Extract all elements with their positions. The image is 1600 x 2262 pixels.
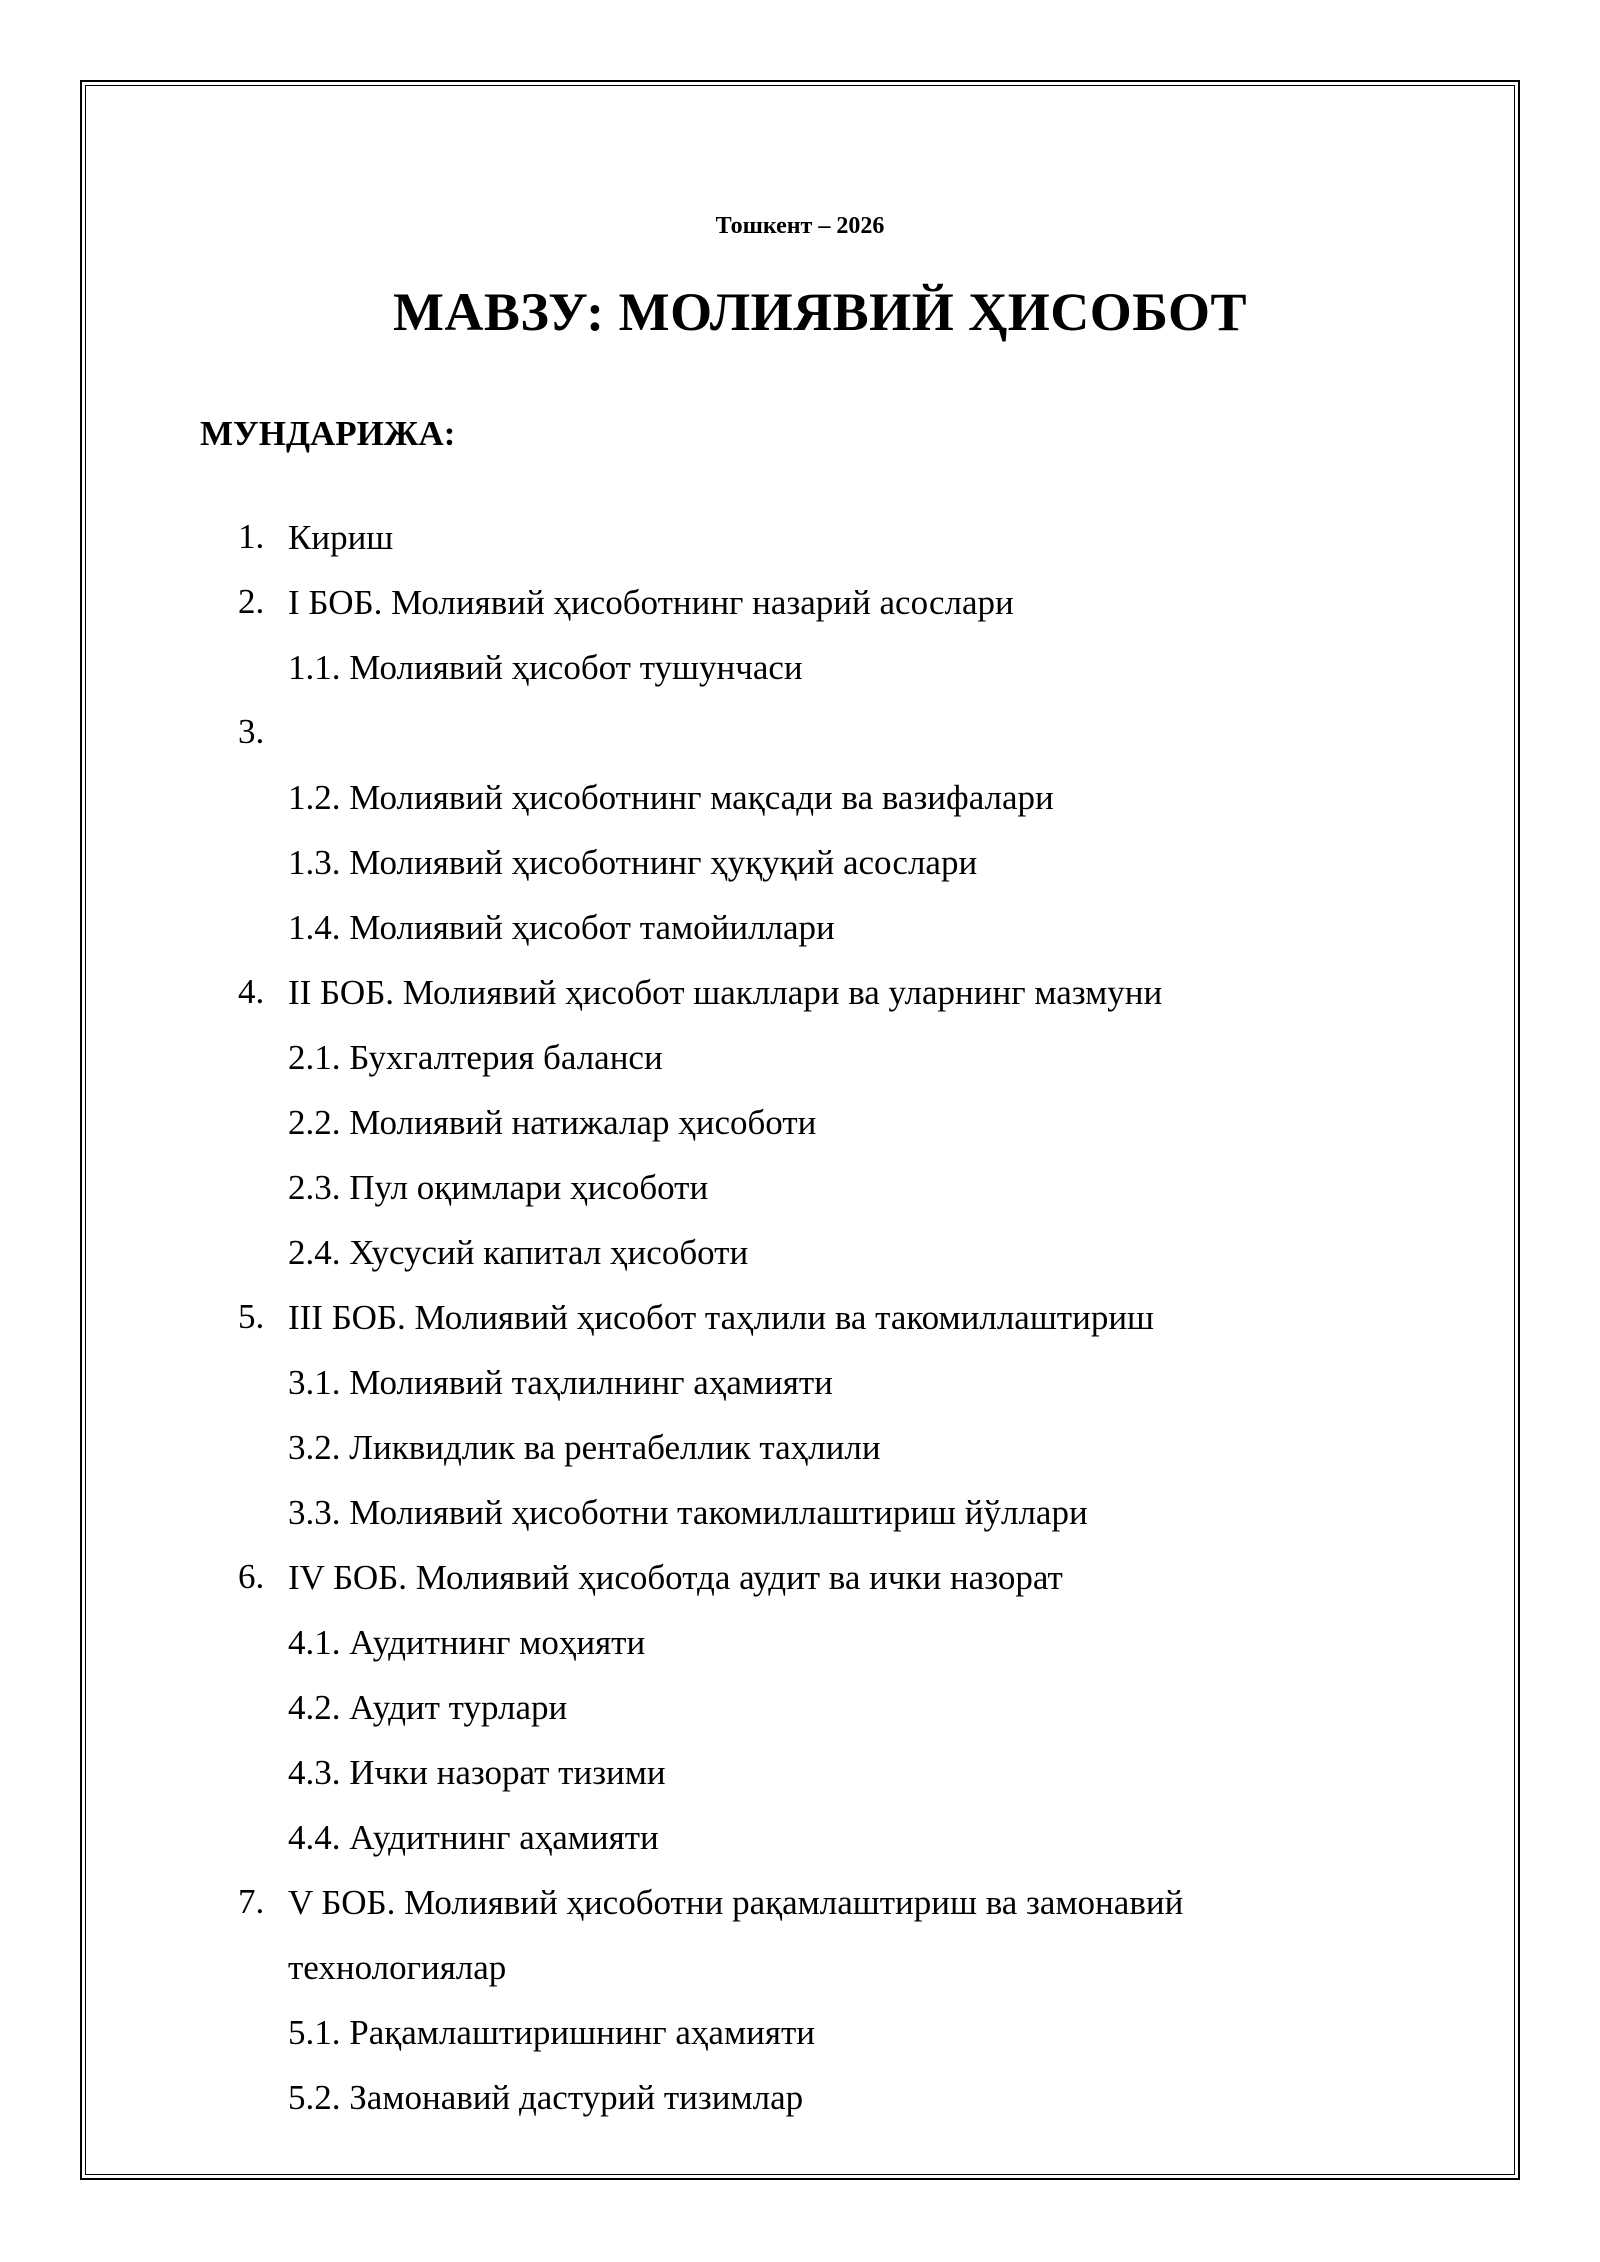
toc-subitem	[0, 1810, 1600, 1875]
toc-text: 2.3. Пул оқимлари ҳисоботи	[288, 1168, 709, 1207]
toc-item	[0, 510, 1600, 575]
toc-text: I БОБ. Молиявий ҳисоботнинг назарий асослари	[288, 583, 1014, 622]
toc-text: 5.1. Рақамлаштиришнинг аҳамияти	[288, 2013, 815, 2052]
toc-number: 1.	[238, 517, 265, 556]
toc-text: 3.2. Ликвидлик ва рентабеллик таҳлили	[288, 1428, 881, 1467]
toc-text: 1.3. Молиявий ҳисоботнинг ҳуқуқий асослари	[288, 843, 978, 882]
toc-text: 4.4. Аудитнинг аҳамияти	[288, 1818, 659, 1857]
toc-item	[0, 965, 1600, 1030]
toc-text: 5.2. Замонавий дастурий тизимлар	[288, 2078, 804, 2117]
toc-subitem	[0, 1485, 1600, 1550]
toc-subitem	[0, 1225, 1600, 1290]
toc-text: IV БОБ. Молиявий ҳисоботда аудит ва ички назорат	[288, 1558, 1063, 1597]
toc-text: Кириш	[288, 518, 394, 557]
toc-number: 5.	[238, 1297, 265, 1336]
table-of-contents	[0, 510, 1600, 2135]
toc-item	[0, 705, 1600, 770]
toc-subitem	[0, 1030, 1600, 1095]
toc-text: 2.4. Хусусий капитал ҳисоботи	[288, 1233, 749, 1272]
toc-subitem	[0, 2005, 1600, 2070]
toc-subitem	[0, 1615, 1600, 1680]
toc-subitem	[0, 640, 1600, 705]
toc-subitem	[0, 835, 1600, 900]
toc-subitem	[0, 2070, 1600, 2135]
toc-number: 6.	[238, 1557, 265, 1596]
toc-text: II БОБ. Молиявий ҳисобот шакллари ва уларнинг мазмуни	[288, 973, 1163, 1012]
toc-number: 7.	[238, 1882, 265, 1921]
city-year: Тошкент – 2026	[715, 213, 885, 239]
toc-text: 2.1. Бухгалтерия баланси	[288, 1038, 663, 1077]
toc-text: 4.2. Аудит турлари	[288, 1688, 568, 1727]
toc-subitem	[0, 1095, 1600, 1160]
toc-number: 3.	[238, 712, 265, 751]
toc-subitem	[0, 770, 1600, 835]
toc-subitem	[0, 1160, 1600, 1225]
toc-text: 2.2. Молиявий натижалар ҳисоботи	[288, 1103, 817, 1142]
toc-text: 4.3. Ички назорат тизими	[288, 1753, 666, 1792]
toc-subitem	[0, 1680, 1600, 1745]
toc-subitem	[0, 1745, 1600, 1810]
toc-item	[0, 1875, 1600, 2005]
toc-text: 3.3. Молиявий ҳисоботни такомиллаштириш йўллари	[288, 1493, 1088, 1532]
toc-text: 4.1. Аудитнинг моҳияти	[288, 1623, 646, 1662]
toc-text: 1.2. Молиявий ҳисоботнинг мақсади ва вазифалари	[288, 778, 1054, 817]
toc-item	[0, 1290, 1600, 1355]
toc-text: 1.4. Молиявий ҳисобот тамойиллари	[288, 908, 835, 947]
toc-number: 2.	[238, 582, 265, 621]
toc-text: 3.1. Молиявий таҳлилнинг аҳамияти	[288, 1363, 833, 1402]
toc-subitem	[0, 1355, 1600, 1420]
toc-heading: МУНДАРИЖА:	[200, 414, 456, 453]
toc-text: 1.1. Молиявий ҳисобот тушунчаси	[288, 648, 803, 687]
toc-subitem	[0, 1420, 1600, 1485]
toc-item	[0, 575, 1600, 640]
toc-text: III БОБ. Молиявий ҳисобот таҳлили ва такомиллаштириш	[288, 1298, 1154, 1337]
toc-item	[0, 1550, 1600, 1615]
document-title: МАВЗУ: МОЛИЯВИЙ ҲИСОБОТ	[392, 282, 1248, 342]
toc-number: 4.	[238, 972, 265, 1011]
toc-text: V БОБ. Молиявий ҳисоботни рақамлаштириш ва замонавий технологиялар	[288, 1883, 1184, 1987]
toc-subitem	[0, 900, 1600, 965]
